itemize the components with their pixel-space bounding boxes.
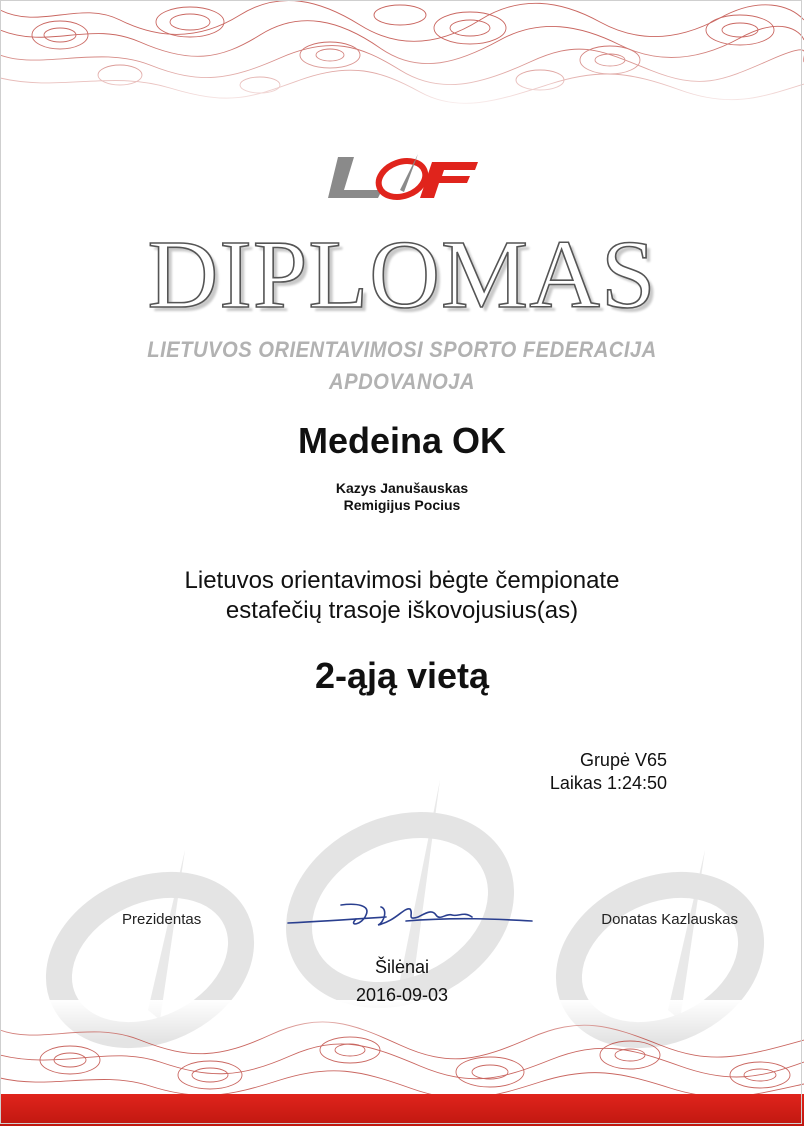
team-member: Remigijus Pocius <box>343 497 461 513</box>
team-member: Kazys Janušauskas <box>335 480 469 496</box>
award-description <box>0 566 804 626</box>
group-label: Grupė V65 <box>579 750 667 770</box>
description-line-2: estafečių trasoje iškovojusius(as) <box>225 597 579 624</box>
signatory-name: Donatas Kazlauskas <box>601 911 738 928</box>
federation-line-2: APDOVANOJA <box>329 369 475 394</box>
description-line-1: Lietuvos orientavimosi bėgte čempionate <box>184 567 620 594</box>
award-date: 2016-09-03 <box>355 985 449 1005</box>
losf-compass-logo-icon <box>320 152 490 202</box>
diploma-title: DIPLOMAS <box>147 221 657 329</box>
federation-line-1: LIETUVOS ORIENTAVIMOSI SPORTO FEDERACIJA <box>147 337 657 362</box>
time-label: Laikas 1:24:50 <box>549 773 667 793</box>
location: Šilėnai <box>374 957 430 977</box>
team-name: Medeina OK <box>297 420 507 461</box>
signature-image <box>286 895 536 935</box>
place-result: 2-ąją vietą <box>314 655 490 696</box>
federation-heading <box>32 334 772 398</box>
signatory-title: Prezidentas <box>122 911 202 928</box>
